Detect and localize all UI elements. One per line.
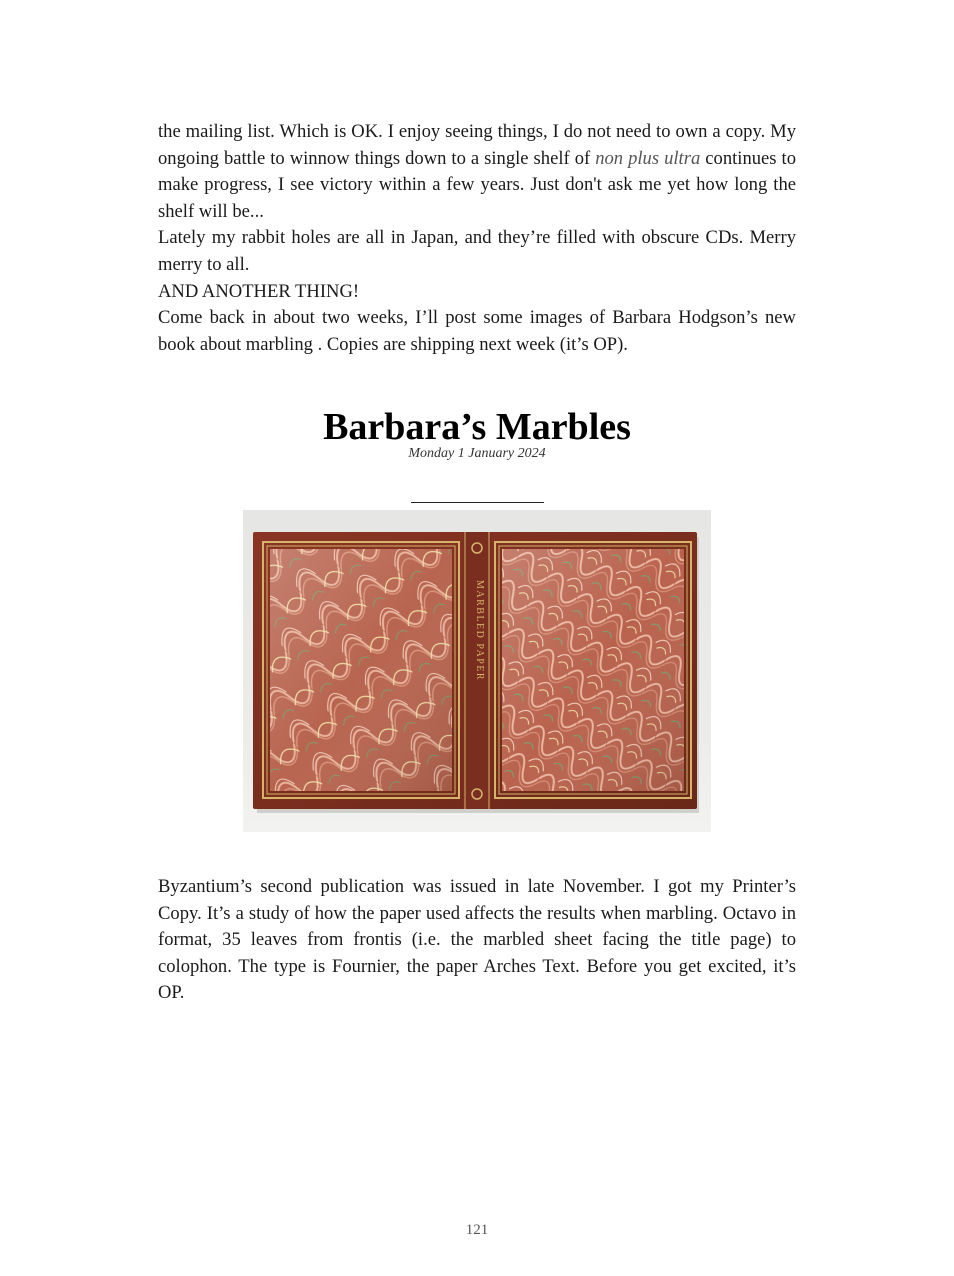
- paragraph-mailing-list: [158, 119, 796, 225]
- paragraph-byzantium: Byzantium’s second publication was issued in late November. I got my Printer’s Copy. It’s a study of how the paper used affects the results when marbling. Octavo in format, 35 leaves from frontis (i.e. the marbled sheet facing the title page) to colophon. The type is Fournier, the paper Arches Text. Before you get excited, it’s OP.: [158, 876, 796, 1004]
- book-photo: [243, 510, 711, 832]
- spine-title: MARBLED PAPER: [474, 580, 485, 682]
- top-text-block: [158, 119, 796, 358]
- italic-phrase: non plus ultra: [595, 147, 701, 169]
- marbled-book-image: [243, 510, 711, 832]
- paragraph-text: the mailing list. Which is OK. I enjoy seeing things, I do not need to own a copy. My ongoing battle to winnow things down to a single shelf of: [158, 121, 796, 169]
- paragraph-another-thing: AND ANOTHER THING!: [158, 280, 360, 302]
- paragraph-come-back: Come back in about two weeks, I’ll post some images of Barbara Hodgson’s new book about marbling . Copies are shipping next week (it’s OP).: [158, 307, 796, 355]
- paragraph-text: continues to make progress, I see victory within a few years. Just don't ask me yet how long the shelf will be...: [158, 147, 796, 222]
- bottom-text-block: [158, 874, 796, 1007]
- post-title: Barbara’s Marbles: [323, 406, 631, 448]
- paragraph-rabbit-holes: Lately my rabbit holes are all in Japan, and they’re filled with obscure CDs. Merry merry to all.: [158, 227, 796, 275]
- post-date: Monday 1 January 2024: [408, 446, 546, 461]
- title-divider: [411, 502, 544, 503]
- page-number: 121: [465, 1222, 489, 1238]
